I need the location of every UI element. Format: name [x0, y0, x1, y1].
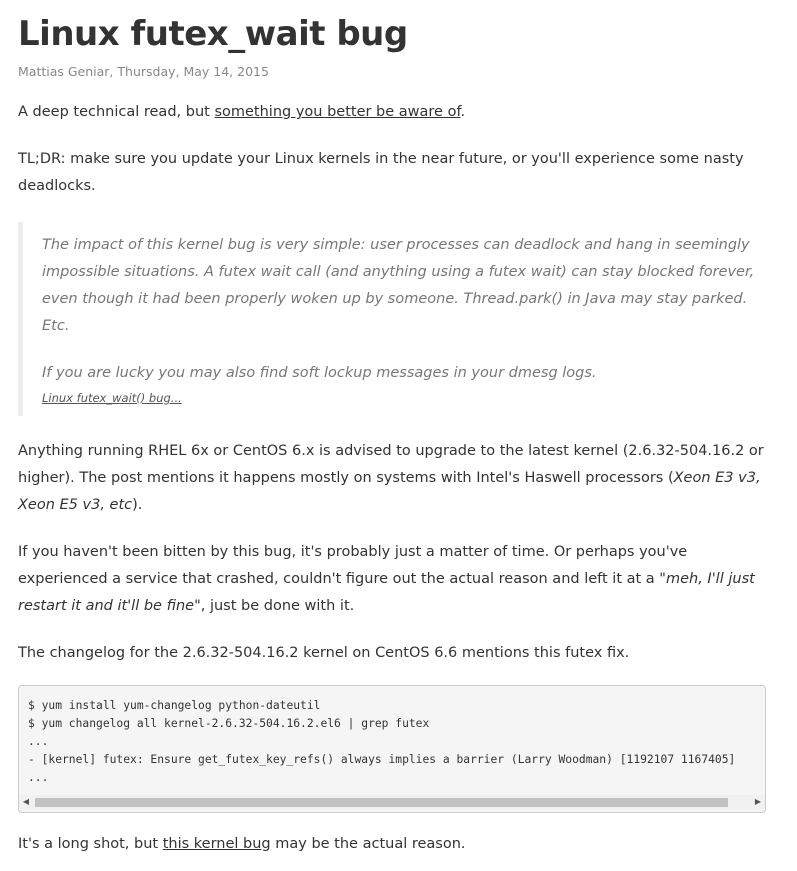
closing-text: It's a long shot, but [18, 836, 163, 852]
rhel-text-end: ). [132, 497, 143, 513]
horizontal-scrollbar[interactable] [19, 795, 765, 809]
code-text[interactable]: $ yum install yum-changelog python-dateutil $ yum changelog all kernel-2.6.32-504.16.2.el6 | grep futex ... - [kernel] futex: Ensure get_futex_key_refs() always implies a barrier (Larry Woodman) [1192107 1167405] ... [28, 699, 736, 784]
bitten-text: If you haven't been bitten by this bug, it's probably just a matter of time. Or perhaps you've experienced a service that crashed, couldn't figure out the actual reason and left it at a " [18, 544, 688, 587]
bitten-paragraph [18, 539, 768, 620]
intro-text-end: . [460, 104, 466, 120]
quote-paragraph-2: If you are lucky you may also find soft lockup messages in your dmesg logs. [42, 365, 597, 381]
post-meta: Mattias Geniar, Thursday, May 14, 2015 [18, 64, 269, 79]
closing-text-end: may be the actual reason. [270, 836, 466, 852]
quote-paragraph-1: The impact of this kernel bug is very simple: user processes can deadlock and hang in seemingly impossible situations. A futex wait call (and anything using a futex wait) can stay blocked forever, even though it had been properly woken up by someone. Thread.park() in Java may stay parked. Etc. [42, 237, 755, 334]
rhel-emphasis: Xeon E3 v3, Xeon E5 v3, etc [18, 470, 761, 513]
bitten-emphasis: meh, I'll just restart it and it'll be fine [18, 571, 755, 614]
scrollbar-thumb[interactable] [35, 798, 728, 807]
bitten-text-end: ", just be done with it. [194, 598, 355, 614]
closing-paragraph [18, 831, 768, 858]
quote-source-link[interactable]: Linux futex_wait() bug... [42, 391, 182, 405]
scroll-right-arrow-icon[interactable]: ▶ [754, 797, 762, 806]
kernel-bug-link[interactable]: this kernel bug [162, 836, 271, 852]
scroll-left-arrow-icon[interactable]: ◀ [22, 797, 30, 806]
page-title: Linux futex_wait bug [18, 14, 408, 54]
tldr-paragraph: TL;DR: make sure you update your Linux kernels in the near future, or you'll experience some nasty deadlocks. [18, 151, 744, 194]
rhel-text: Anything running RHEL 6x or CentOS 6.x is advised to upgrade to the latest kernel (2.6.32-504.16.2 or higher). The post mentions it happens mostly on systems with Intel's Haswell processors ( [18, 443, 764, 486]
aware-link[interactable]: something you better be aware of [214, 104, 461, 120]
intro-text: A deep technical read, but [18, 104, 215, 120]
intro-paragraph [18, 99, 768, 126]
blockquote [18, 222, 770, 416]
changelog-paragraph: The changelog for the 2.6.32-504.16.2 kernel on CentOS 6.6 mentions this futex fix. [18, 645, 630, 661]
code-block[interactable] [18, 685, 766, 813]
rhel-paragraph [18, 438, 768, 519]
